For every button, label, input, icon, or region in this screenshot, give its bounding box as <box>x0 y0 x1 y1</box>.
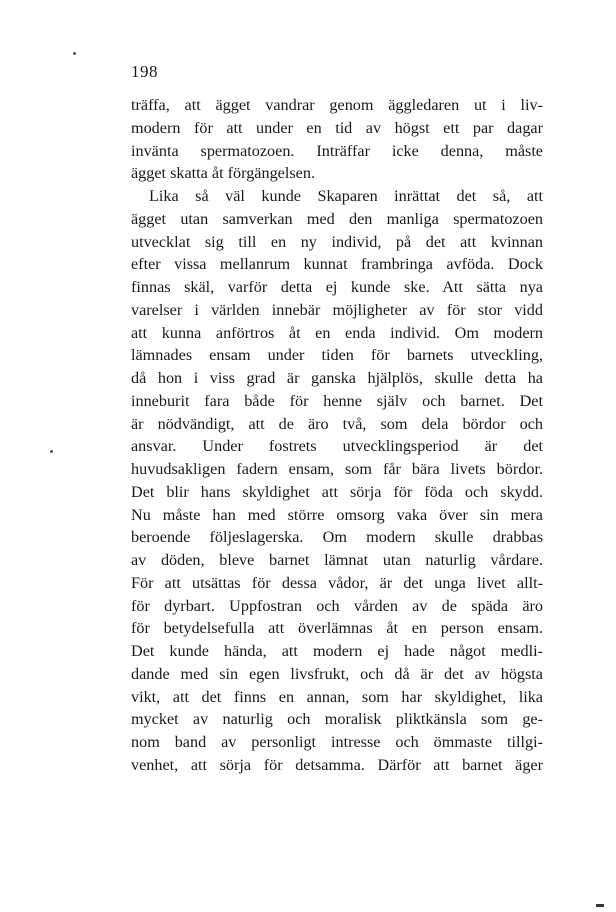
text-line: Det blir hans skyldighet att sörja för föda och skydd. <box>131 482 543 501</box>
text-line: finnas skäl, varför detta ej kunde ske. Att sätta nya <box>131 278 543 296</box>
text-line: modern för att under en tid av högst ett par dagar <box>131 118 543 137</box>
text-line: av döden, bleve barnet lämnat utan naturlig vårdare. <box>131 551 543 569</box>
text-line: mycket av naturlig och moralisk pliktkänsla som ge- <box>131 710 543 729</box>
text-line: utvecklat sig till en ny individ, på det att kvinnan <box>131 232 543 251</box>
text-line: Nu måste han med större omsorg vaka över sin mera <box>131 505 543 524</box>
text-line: ansvar. Under fostrets utvecklingsperiod är det <box>131 437 543 456</box>
text-line: träffa, att ägget vandrar genom äggledaren ut i liv- <box>131 96 543 114</box>
text-line: för betydelsefulla att överlämnas åt en person ensam. <box>131 619 543 638</box>
margin-speck <box>73 52 76 55</box>
text-line: lämnades ensam under tiden för barnets utveckling, <box>131 346 543 365</box>
text-line: Lika så väl kunde Skaparen inrättat det så, att <box>149 187 543 205</box>
text-line: inneburit fara både för henne själv och barnet. Det <box>131 391 543 410</box>
text-line: För att utsättas för dessa vådor, är det unga livet allt- <box>131 573 543 592</box>
text-line: vikt, att det finns en annan, som har skyldighet, lika <box>131 687 543 706</box>
text-line: är nödvändigt, att de äro två, som dela bördor och <box>131 414 543 433</box>
text-line: ägget skatta åt förgängelsen. <box>131 164 315 183</box>
text-line: nom band av personligt intresse och ömmaste tillgi- <box>131 733 543 751</box>
text-line: varelser i världen innebär möjligheter av för stor vidd <box>131 300 543 319</box>
text-line: venhet, att sörja för detsamma. Därför att barnet äger <box>131 755 543 774</box>
text-line: invänta spermatozoen. Inträffar icke denna, måste <box>131 141 543 160</box>
text-line: huvudsakligen fadern ensam, som får bära livets bördor. <box>131 460 543 478</box>
text-line: då hon i viss grad är ganska hjälplös, skulle detta ha <box>131 369 543 387</box>
margin-speck <box>50 450 53 453</box>
text-line: att kunna anförtros åt en enda individ. Om modern <box>131 323 543 342</box>
page-number: 198 <box>131 62 158 81</box>
text-line: för dyrbart. Uppfostran och vården av de späda äro <box>131 596 543 615</box>
text-line: ägget utan samverkan med den manliga spermatozoen <box>131 209 543 228</box>
edge-mark <box>596 904 604 907</box>
text-line: efter vissa mellanrum kunnat frambringa avföda. Dock <box>131 255 543 274</box>
body-text <box>131 94 543 777</box>
text-line: Det kunde hända, att modern ej hade något medli- <box>131 642 543 660</box>
text-line: dande med sin egen livsfrukt, och då är det av högsta <box>131 664 543 683</box>
text-line: beroende följeslagerska. Om modern skulle drabbas <box>131 528 543 547</box>
